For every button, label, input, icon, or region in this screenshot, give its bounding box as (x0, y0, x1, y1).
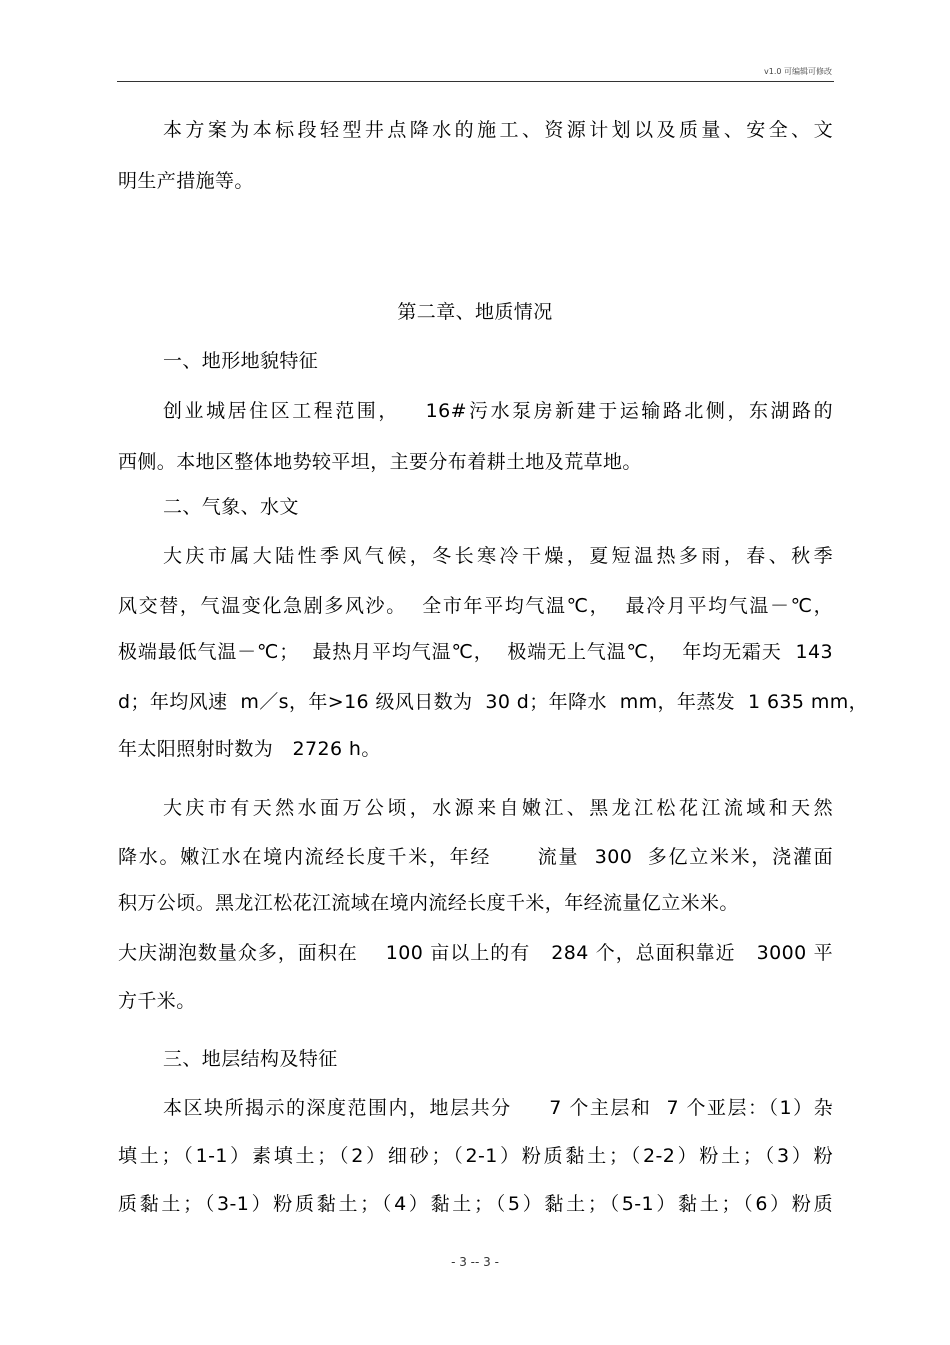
section3-line-3: 质黏土；（3-1）粉质黏土；（4）黏土；（5）黏土；（5-1）黏土；（6）粉质 (118, 1193, 833, 1215)
section3-heading: 三、地层结构及特征 (163, 1048, 338, 1070)
section2-para2-line-1: 大庆市有天然水面万公顷，水源来自嫩江、黑龙江松花江流域和天然 (163, 797, 833, 819)
section2-line-3: 极端最低气温－℃； 最热月平均气温℃， 极端无上气温℃， 年均无霜天 143 (118, 641, 833, 663)
section2-para2-line-3: 积万公顷。黑龙江松花江流域在境内流经长度千米，年经流量亿立米米。 (118, 892, 739, 914)
section3-line-2: 填土；（1-1）素填土；（2）细砂；（2-1）粉质黏土；（2-2）粉土；（3）粉 (118, 1145, 833, 1167)
section2-line-2: 风交替，气温变化急剧多风沙。 全市年平均气温℃， 最冷月平均气温－℃， (118, 595, 833, 617)
header-version-text: v1.0 可编辑可修改 (764, 67, 832, 76)
intro-line-1: 本方案为本标段轻型井点降水的施工、资源计划以及质量、安全、文 (163, 119, 833, 141)
section2-heading: 二、气象、水文 (163, 496, 299, 518)
intro-line-2: 明生产措施等。 (118, 170, 254, 192)
header-rule (117, 81, 834, 82)
section3-line-1: 本区块所揭示的深度范围内，地层共分 7 个主层和 7 个亚层：（1）杂 (163, 1097, 833, 1119)
page-number: - 3 -- 3 - (451, 1255, 499, 1269)
section1-heading: 一、地形地貌特征 (163, 350, 319, 372)
chapter-title: 第二章、地质情况 (397, 301, 553, 323)
section2-line-5: 年太阳照射时数为 2726 h。 (118, 738, 381, 760)
section1-line-1: 创业城居住区工程范围， 16#污水泵房新建于运输路北侧，东湖路的 (163, 400, 833, 422)
section2-para2-line-5: 方千米。 (118, 990, 196, 1012)
section1-line-2: 西侧。本地区整体地势较平坦，主要分布着耕土地及荒草地。 (118, 451, 642, 473)
section2-para2-line-2: 降水。嫩江水在境内流经长度千米，年经 流量 300 多亿立米米，浇灌面 (118, 846, 833, 868)
section2-line-1: 大庆市属大陆性季风气候，冬长寒冷干燥，夏短温热多雨，春、秋季 (163, 545, 833, 567)
section2-para2-line-4: 大庆湖泡数量众多，面积在 100 亩以上的有 284 个，总面积靠近 3000 平 (118, 942, 833, 964)
section2-line-4: d；年均风速 m／s，年>16 级风日数为 30 d；年降水 mm，年蒸发 1 635 mm， (118, 691, 869, 713)
